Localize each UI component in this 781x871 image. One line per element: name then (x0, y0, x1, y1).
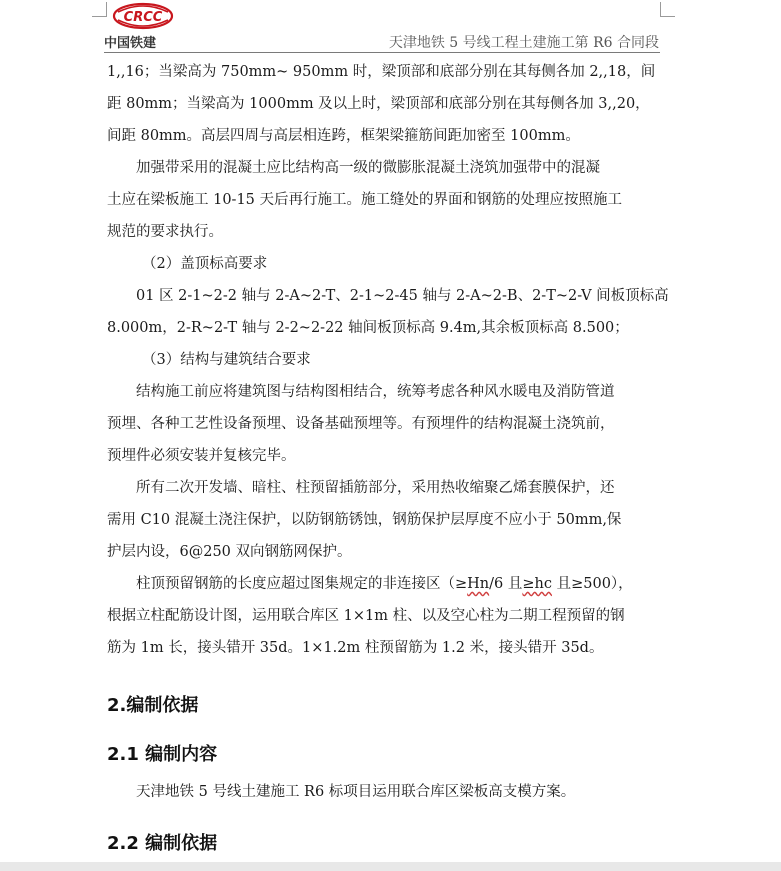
paragraph-line: 间距 80mm。高层四周与高层相连跨，框架梁箍筋间距加密至 100mm。 (107, 128, 580, 144)
paragraph-line: 根据立柱配筋设计图，运用联合库区 1×1m 柱、以及空心柱为二期工程预留的钢 (107, 608, 625, 624)
paragraph-line: 需用 C10 混凝土浇注保护，以防钢筋锈蚀，钢筋保护层厚度不应小于 50mm,保 (107, 512, 622, 528)
margin-marker-top-right (660, 2, 675, 17)
paragraph-line: 加强带采用的混凝土应比结构高一级的微膨胀混凝土浇筑加强带中的混凝 (136, 160, 600, 176)
paragraph-line: 天津地铁 5 号线土建施工 R6 标项目运用联合库区梁板高支模方案。 (136, 784, 576, 800)
subheading-roof-elevation: （2）盖顶标高要求 (142, 256, 268, 272)
company-logo (104, 2, 194, 51)
paragraph-line: 土应在梁板施工 10-15 天后再行施工。施工缝处的界面和钢筋的处理应按照施工 (107, 192, 623, 208)
page-bottom-edge (0, 862, 781, 871)
section-heading-2-1: 2.1 编制内容 (107, 744, 218, 765)
paragraph-line: 规范的要求执行。 (107, 224, 223, 240)
subheading-structure-architecture: （3）结构与建筑结合要求 (142, 352, 311, 368)
logo-text: 中国铁建 (104, 36, 157, 51)
paragraph-line: 01 区 2-1~2-2 轴与 2-A~2-T、2-1~2-45 轴与 2-A~2-B、2-T~2-V 间板顶标高 (136, 288, 669, 304)
section-heading-2-2: 2.2 编制依据 (107, 833, 218, 854)
spellcheck-underlined-text: ≥hc (522, 576, 552, 592)
paragraph-line: 护层内设，6@250 双向钢筋网保护。 (107, 544, 352, 560)
crcc-logo-icon (112, 2, 174, 30)
paragraph-line: 距 80mm；当梁高为 1000mm 及以上时，梁顶部和底部分别在其每侧各加 3,,20， (107, 96, 650, 112)
paragraph-line: 8.000m，2-R~2-T 轴与 2-2~2-22 轴间板顶标高 9.4m,其余板顶标高 8.500； (107, 320, 629, 336)
paragraph-line: 预埋、各种工艺性设备预埋、设备基础预埋等。有预埋件的结构混凝土浇筑前， (107, 416, 615, 432)
paragraph-line: 结构施工前应将建筑图与结构图相结合，统筹考虑各种风水暖电及消防管道 (136, 384, 615, 400)
section-heading-2: 2.编制依据 (107, 695, 199, 716)
header-title: 天津地铁 5 号线工程土建施工第 R6 合同段 (388, 35, 659, 51)
paragraph-line: 所有二次开发墙、暗柱、柱预留插筋部分，采用热收缩聚乙烯套膜保护，还 (136, 480, 615, 496)
paragraph-line: 筋为 1m 长，接头错开 35d。1×1.2m 柱预留筋为 1.2 米，接头错开 35d。 (107, 640, 604, 656)
document-body (107, 56, 669, 855)
header-divider (104, 52, 660, 53)
svg-text:CRCC: CRCC (123, 10, 163, 25)
text-run: 柱顶预留钢筋的长度应超过图集规定的非连接区（≥ (136, 576, 468, 592)
paragraph-line: 1,,16；当梁高为 750mm~ 950mm 时，梁顶部和底部分别在其每侧各加 2,,18，间 (107, 64, 656, 80)
paragraph-line (107, 568, 660, 600)
paragraph-line: 预埋件必须安装并复核完毕。 (107, 448, 296, 464)
text-run: /6 且 (489, 576, 523, 592)
spellcheck-underlined-text: Hn (467, 576, 490, 592)
text-run: 且≥500）， (551, 576, 633, 592)
